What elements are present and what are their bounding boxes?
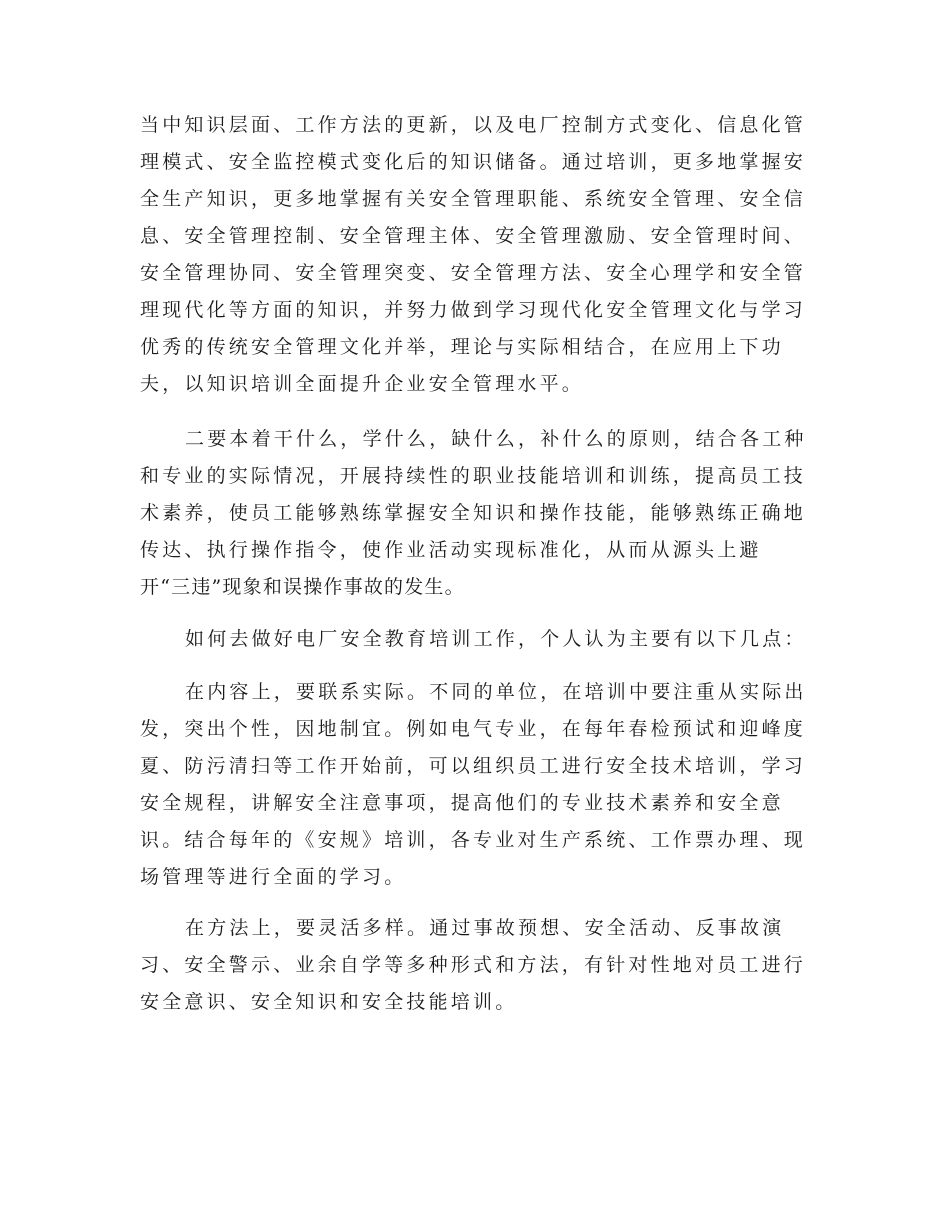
paragraph-3 [140, 621, 807, 658]
paragraph-5 [140, 910, 807, 1021]
paragraph-line: 夏、防污清扫等工作开始前，可以组织员工进行安全技术培训，学习 [140, 755, 807, 777]
paragraph-line: 息、安全管理控制、安全管理主体、安全管理激励、安全管理时间、 [140, 225, 807, 247]
paragraph-line: 如何去做好电厂安全教育培训工作，个人认为主要有以下几点： [185, 628, 807, 650]
paragraph-line: 术素养，使员工能够熟练掌握安全知识和操作技能，能够熟练正确地 [140, 502, 807, 524]
paragraph-line: 理模式、安全监控模式变化后的知识储备。通过培训，更多地掌握安 [140, 151, 807, 173]
paragraph-line: 安全意识、安全知识和安全技能培训。 [140, 991, 518, 1013]
paragraph-line: 识。结合每年的《安规》培训，各专业对生产系统、工作票办理、现 [140, 829, 807, 851]
paragraph-line: 习、安全警示、业余自学等多种形式和方法，有针对性地对员工进行 [140, 954, 807, 976]
paragraph-line: 传达、执行操作指令，使作业活动实现标准化，从而从源头上避 [140, 539, 762, 561]
paragraph-line: 当中知识层面、工作方法的更新，以及电厂控制方式变化、信息化管 [140, 114, 807, 136]
paragraph-line: 夫，以知识培训全面提升企业安全管理水平。 [140, 373, 585, 395]
paragraph-2 [140, 421, 807, 606]
paragraph-4 [140, 674, 807, 896]
paragraph-line: 在方法上，要灵活多样。通过事故预想、安全活动、反事故演 [185, 917, 785, 939]
paragraph-line: 发，突出个性，因地制宜。例如电气专业，在每年春检预试和迎峰度 [140, 718, 807, 740]
paragraph-1 [140, 107, 807, 403]
paragraph-line: 开“三违”现象和误操作事故的发生。 [140, 576, 465, 598]
paragraph-line: 优秀的传统安全管理文化并举，理论与实际相结合，在应用上下功 [140, 336, 784, 358]
paragraph-line: 安全规程，讲解安全注意事项，提高他们的专业技术素养和安全意 [140, 792, 784, 814]
paragraph-line: 安全管理协同、安全管理突变、安全管理方法、安全心理学和安全管 [140, 262, 807, 284]
paragraph-line: 理现代化等方面的知识，并努力做到学习现代化安全管理文化与学习 [140, 299, 807, 321]
paragraph-line: 在内容上，要联系实际。不同的单位，在培训中要注重从实际出 [185, 681, 807, 703]
paragraph-line: 和专业的实际情况，开展持续性的职业技能培训和训练，提高员工技 [140, 465, 807, 487]
paragraph-line: 二要本着干什么，学什么，缺什么，补什么的原则，结合各工种 [185, 428, 807, 450]
paragraph-line: 场管理等进行全面的学习。 [140, 866, 407, 888]
paragraph-line: 全生产知识，更多地掌握有关安全管理职能、系统安全管理、安全信 [140, 188, 807, 210]
